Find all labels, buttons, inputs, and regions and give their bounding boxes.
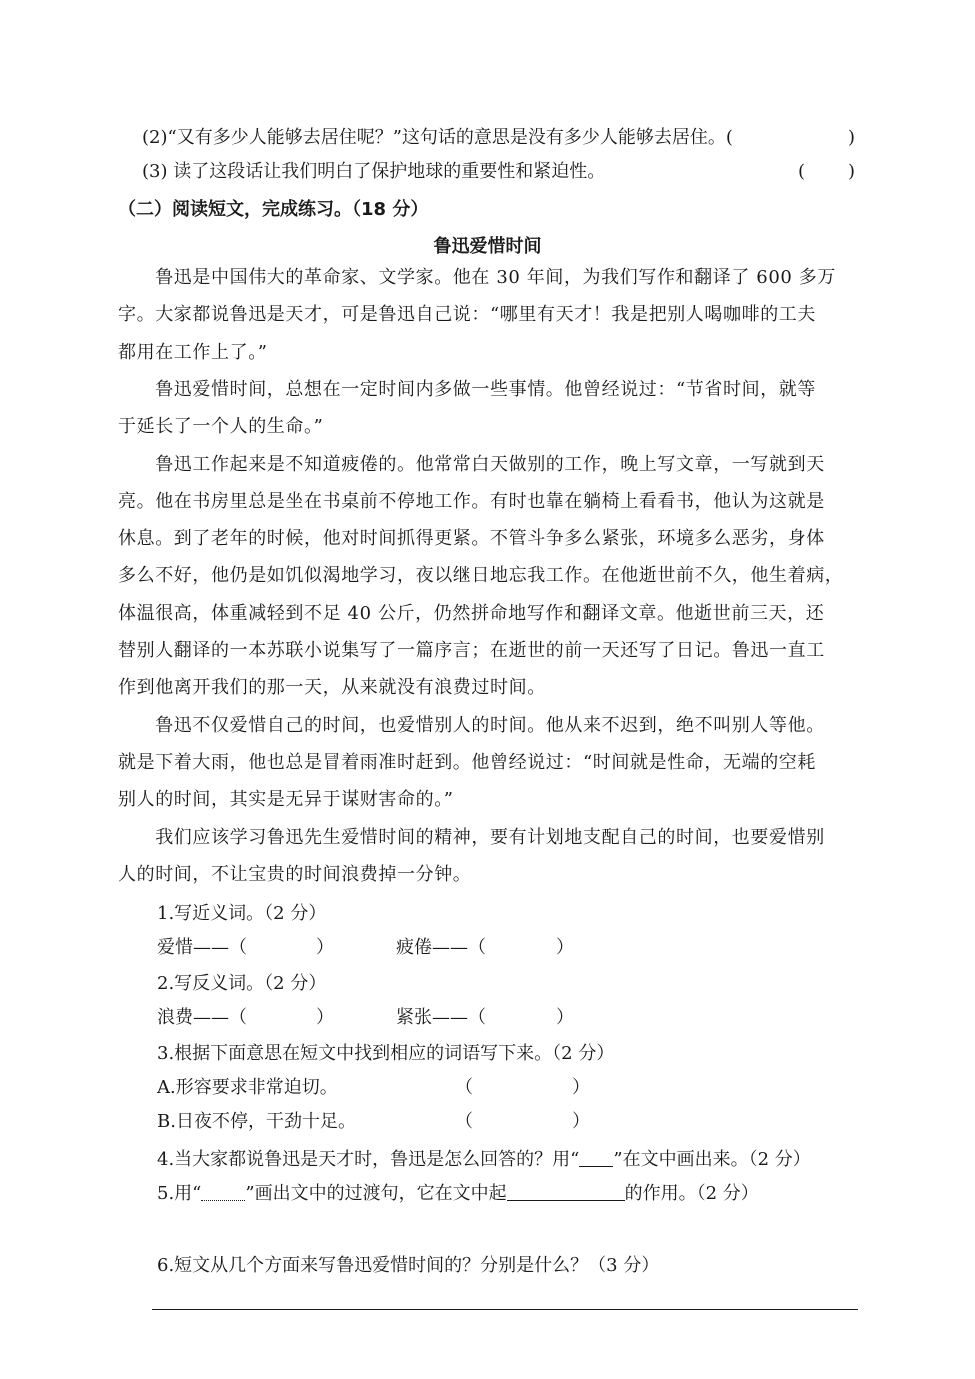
exercise-3-item-a-open: （ xyxy=(455,1077,473,1098)
exercise-4 xyxy=(157,1148,877,1172)
straight-underline-sample xyxy=(579,1148,613,1167)
antonym-b-prompt: 紧张——（ xyxy=(396,1007,486,1028)
judge-item-3-open: ( xyxy=(798,161,806,182)
synonym-a-close: ） xyxy=(316,937,334,958)
article-line: 鲁迅不仅爱惜自己的时间，也爱惜别人的时间。他从来不迟到，绝不叫别人等他。 xyxy=(118,714,825,736)
antonym-a-prompt: 浪费——（ xyxy=(157,1007,247,1028)
exercise-6-label: 6.短文从几个方面来写鲁迅爱惜时间的？分别是什么？（3 分） xyxy=(157,1255,660,1276)
article-line: 人的时间，不让宝贵的时间浪费掉一分钟。 xyxy=(118,863,472,885)
judge-item-2-text: (2)“又有多少人能够去居住呢？”这句话的意思是没有多少人能够去居住。( xyxy=(142,127,733,148)
exercise-5 xyxy=(157,1182,877,1206)
exercise-1-label: 1.写近义词。（2 分） xyxy=(157,903,327,924)
exercise-3-item-a: A.形容要求非常迫切。 xyxy=(157,1077,338,1098)
exercise-3-item-b-open: （ xyxy=(455,1111,473,1132)
exercise-6-answer-line[interactable] xyxy=(152,1309,858,1310)
exercise-4-pre: 4.当大家都说鲁迅是天才时，鲁迅是怎么回答的？用“ xyxy=(157,1149,580,1170)
article-line: 我们应该学习鲁迅先生爱惜时间的精神，要有计划地支配自己的时间，也要爱惜别 xyxy=(118,826,825,848)
judge-item-2 xyxy=(142,126,862,150)
synonym-a-prompt: 爱惜——（ xyxy=(157,937,247,958)
article-line: 体温很高，体重减轻到不足 40 公斤，仍然拼命地写作和翻译文章。他逝世前三天，还 xyxy=(118,602,825,624)
exercise-5-post: 的作用。（2 分） xyxy=(624,1183,759,1204)
article-line: 就是下着大雨，他也总是冒着雨准时赶到。他曾经说过：“时间就是性命，无端的空耗 xyxy=(118,751,816,773)
judge-item-2-close: ) xyxy=(848,127,856,148)
judge-item-3-close: ) xyxy=(848,161,856,182)
exercise-3-item-b-close: ） xyxy=(572,1111,590,1132)
article-line: 鲁迅是中国伟大的革命家、文学家。他在 30 年间，为我们写作和翻译了 600 多万 xyxy=(118,267,836,288)
exercise-5-mid: ”画出文中的过渡句，它在文中起 xyxy=(245,1183,507,1204)
article-line: 休息。到了老年的时候，他对时间抓得更紧。不管斗争多么紧张，环境多么恶劣，身体 xyxy=(118,528,825,550)
article-line: 鲁迅工作起来是不知道疲倦的。他常常白天做别的工作，晚上写文章，一写就到天 xyxy=(118,453,825,475)
judge-item-3-text: (3) 读了这段话让我们明白了保护地球的重要性和紧迫性。 xyxy=(142,161,606,182)
judge-item-3 xyxy=(142,160,862,184)
antonym-a-close: ） xyxy=(316,1007,334,1028)
article-line: 别人的时间，其实是无异于谋财害命的。” xyxy=(118,789,454,811)
wavy-underline-sample xyxy=(201,1182,245,1201)
article-line: 亮。他在书房里总是坐在书桌前不停地工作。有时也靠在躺椅上看看书，他认为这就是 xyxy=(118,490,825,512)
article-title: 鲁迅爱惜时间 xyxy=(433,236,542,257)
section-heading: （二）阅读短文，完成练习。（18 分） xyxy=(118,199,429,220)
article-line: 替别人翻译的一本苏联小说集写了一篇序言；在逝世的前一天还写了日记。鲁迅一直工 xyxy=(118,640,825,661)
exercise-3-label: 3.根据下面意思在短文中找到相应的词语写下来。（2 分） xyxy=(157,1043,615,1064)
exercise-3-item-b: B.日夜不停，干劲十足。 xyxy=(157,1111,356,1132)
exercise-5-answer-blank[interactable] xyxy=(507,1182,625,1201)
exercise-3-item-a-close: ） xyxy=(572,1077,590,1098)
article-line: 都用在工作上了。” xyxy=(118,341,268,363)
exercise-4-post: ”在文中画出来。（2 分） xyxy=(613,1149,811,1170)
article-line: 作到他离开我们的那一天，从来就没有浪费过时间。 xyxy=(118,677,546,699)
article-line: 字。大家都说鲁迅是天才，可是鲁迅自己说：“哪里有天才！我是把别人喝咖啡的工夫 xyxy=(118,304,816,326)
article-line: 于延长了一个人的生命。” xyxy=(118,416,324,438)
article-line: 鲁迅爱惜时间，总想在一定时间内多做一些事情。他曾经说过：“节省时间，就等 xyxy=(118,378,816,400)
antonym-b-close: ） xyxy=(556,1007,574,1028)
exercise-2-label: 2.写反义词。（2 分） xyxy=(157,973,327,994)
synonym-b-close: ） xyxy=(556,937,574,958)
synonym-b-prompt: 疲倦——（ xyxy=(396,937,486,958)
exercise-5-pre: 5.用“ xyxy=(157,1183,202,1204)
article-line: 多么不好，他仍是如饥似渴地学习，夜以继日地忘我工作。在他逝世前不久，他生着病， xyxy=(118,565,844,587)
